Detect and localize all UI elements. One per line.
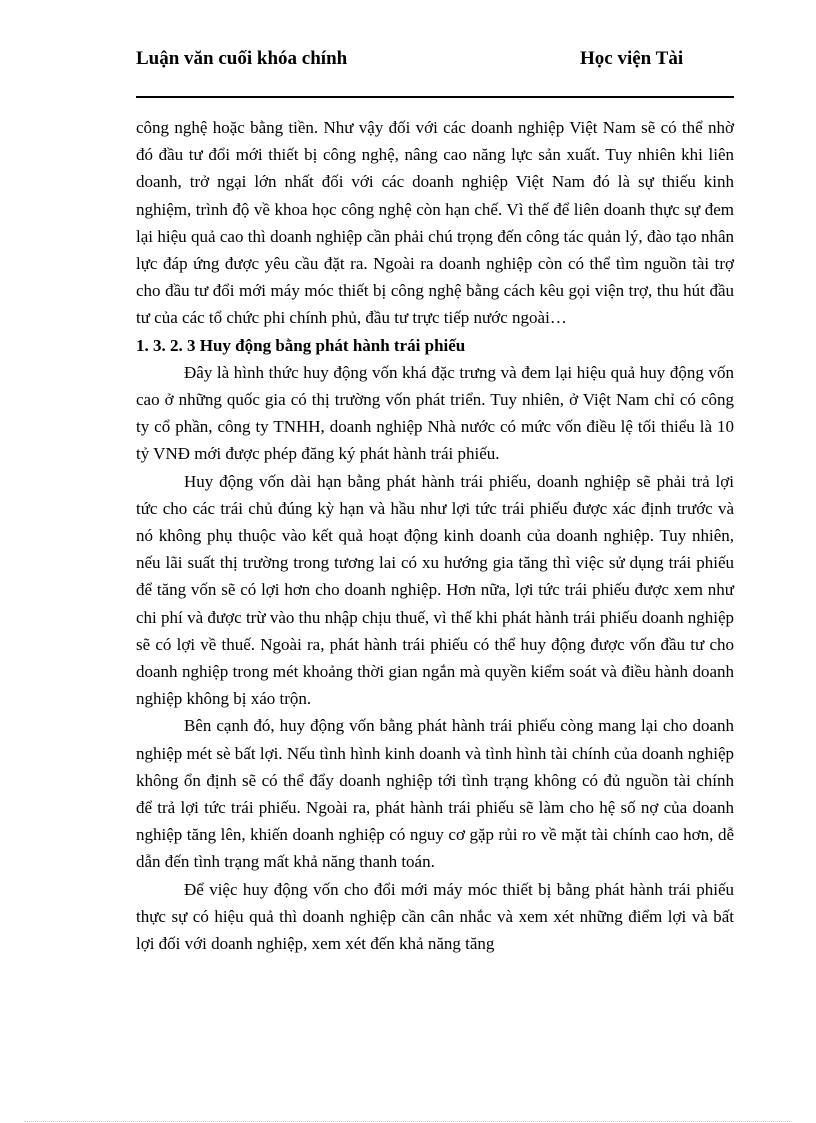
page-header [136,44,734,98]
paragraph-2: Đây là hình thức huy động vốn khá đặc trưng và đem lại hiệu quả huy động vốn cao ở những quốc gia có thị trường vốn phát triển. Tuy nhiên, ở Việt Nam chỉ có công ty cổ phần, công ty TNHH, doanh nghiệp Nhà nước có mức vốn điều lệ tối thiểu là 10 tỷ VNĐ mới được phép đăng ký phát hành trái phiếu. [136,362,734,464]
paragraph-1: công nghệ hoặc bằng tiền. Như vậy đối với các doanh nghiệp Việt Nam sẽ có thể nhờ đó đầu tư đổi mới thiết bị công nghệ, nâng cao năng lực sản xuất. Tuy nhiên khi liên doanh, trở ngại lớn nhất đối với các doanh nghiệp Việt Nam đó là sự thiếu kinh nghiệm, trình độ về khoa học công nghệ còn hạn chế. Vì thế để liên doanh thực sự đem lại hiệu quả cao thì doanh nghiệp cần phải chú trọng đến công tác quản lý, đào tạo nhân lực đáp ứng được yêu cầu đặt ra. Ngoài ra doanh nghiệp còn có thể tìm nguồn tài trợ cho đầu tư đổi mới máy móc thiết bị công nghệ bằng cách kêu gọi viện trợ, thu hút đầu tư của các tổ chức phi chính phủ, đầu tư trực tiếp nước ngoài… [136,118,734,328]
page-bottom-divider [24,1121,792,1122]
paragraph-3: Huy động vốn dài hạn bằng phát hành trái phiếu, doanh nghiệp sẽ phải trả lợi tức cho các trái chủ đúng kỳ hạn và hầu như lợi tức trái phiếu được xác định trước và nó không phụ thuộc vào kết quả hoạt động kinh doanh của doanh nghiệp. Tuy nhiên, nếu lãi suất thị trường trong tương lai có xu hướng gia tăng thì việc sử dụng trái phiếu để tăng vốn sẽ có lợi hơn cho doanh nghiệp. Hơn nữa, lợi tức trái phiếu được xem như chi phí và được trừ vào thu nhập chịu thuế, vì thế khi phát hành trái phiếu doanh nghiệp sẽ có lợi về thuế. Ngoài ra, phát hành trái phiếu có thể huy động được vốn đầu tư cho doanh nghiệp trong mét khoảng thời gian ngắn mà quyền kiểm soát và điều hành doanh nghiệp không bị xáo trộn. [136,471,734,709]
paragraph-4: Bên cạnh đó, huy động vốn bằng phát hành trái phiếu còng mang lại cho doanh nghiệp mét sè bất lợi. Nếu tình hình kinh doanh và tình hình tài chính của doanh nghiệp không ổn định sẽ có thể đẩy doanh nghiệp tới tình trạng không có đủ nguồn tài chính để trả lợi tức trái phiếu. Ngoài ra, phát hành trái phiếu sẽ làm cho hệ số nợ của doanh nghiệp tăng lên, khiến doanh nghiệp có nguy cơ gặp rủi ro về mặt tài chính cao hơn, dễ dẫn đến tình trạng mất khả năng thanh toán. [136,716,734,872]
document-body [136,114,734,957]
paragraph-5: Để việc huy động vốn cho đổi mới máy móc thiết bị bằng phát hành trái phiếu thực sự có hiệu quả thì doanh nghiệp cần cân nhắc và xem xét những điểm lợi và bất lợi đối với doanh nghiệp, xem xét đến khả năng tăng [136,879,734,954]
header-left-title: Luận văn cuối khóa chính [136,48,348,69]
header-right-title: Học viện Tài [580,48,684,69]
section-heading: 1. 3. 2. 3 Huy động bằng phát hành trái phiếu [136,335,466,355]
